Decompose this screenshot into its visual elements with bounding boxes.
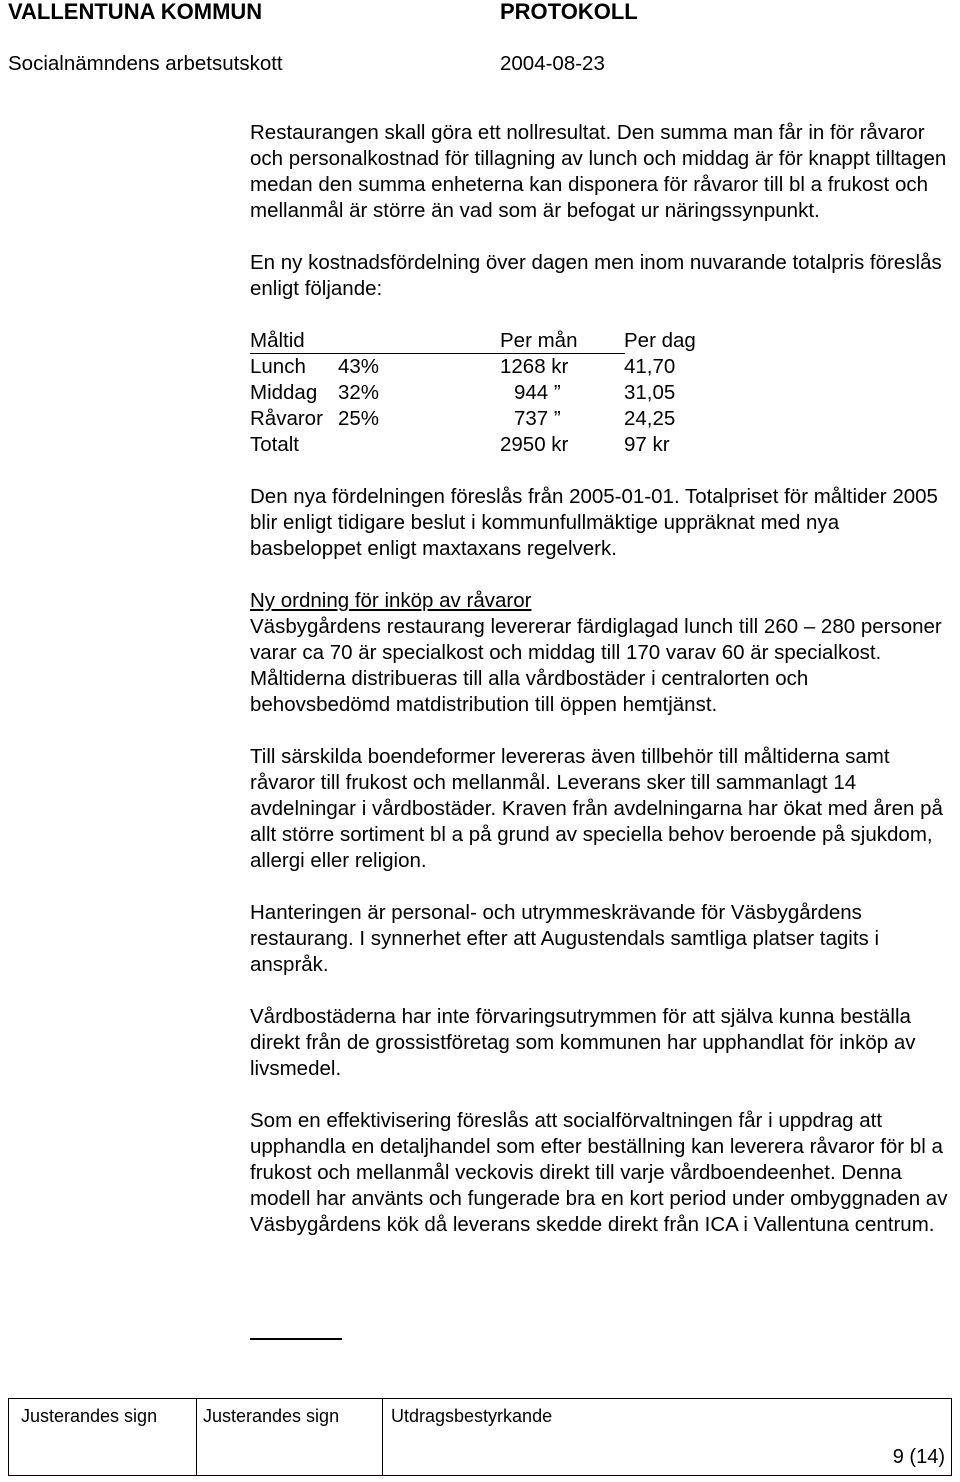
table-cell: 944 ” — [514, 381, 561, 404]
signature-label: Justerandes sign — [203, 1406, 340, 1426]
paragraph: Måltiderna distribueras till alla vårdbostäder i centralorten och behovsbedömd matdistribution till öppen hemtjänst. — [250, 667, 809, 716]
table-cell: Middag — [250, 381, 318, 404]
table-cell: 97 kr — [624, 433, 670, 456]
column-header: Per mån — [500, 329, 578, 352]
signature-cell — [9, 1399, 197, 1475]
table-row — [250, 354, 950, 380]
table-cell: 32% — [338, 381, 380, 404]
document-type: PROTOKOLL — [500, 0, 638, 24]
extract-cell — [383, 1399, 953, 1475]
table-cell: 43% — [338, 355, 380, 378]
committee-name: Socialnämndens arbetsutskott — [8, 52, 283, 75]
paragraph: Den nya fördelningen föreslås från 2005-01-01. Totalpriset för måltider 2005 blir enligt tidigare beslut i kommunfullmäktige uppräknat med nya basbeloppet enligt maxtaxans regelverk. — [250, 485, 938, 560]
table-row — [250, 380, 950, 406]
table-cell: 41,70 — [624, 355, 676, 378]
document-body — [250, 120, 950, 1238]
table-cell: 31,05 — [624, 381, 676, 404]
table-cell: 2950 kr — [500, 433, 569, 456]
signature-label: Justerandes sign — [21, 1406, 158, 1426]
paragraph: Som en effektivisering föreslås att socialförvaltningen får i uppdrag att upphandla en detaljhandel som efter beställning kan leverera råvaror för bl a frukost och mellanmål veckovis direkt till varje vårdboendeenhet. Denna modell har använts och fungerade bra en kort period under ombyggnaden av Väsbygårdens kök då leverans skedde direkt från ICA i Vallentuna centrum. — [250, 1109, 948, 1236]
paragraph: Restaurangen skall göra ett nollresultat. Den summa man får in för råvaror och personalkostnad för tillagning av lunch och middag är för knappt tilltagen medan den summa enheterna kan disponera för råvaror till bl a frukost och mellanmål är större än vad som är befogat ur näringssynpunkt. — [250, 121, 947, 222]
section-heading: Ny ordning för inköp av råvaror — [250, 589, 532, 612]
column-header: Per dag — [624, 329, 696, 352]
table-cell: Råvaror — [250, 407, 323, 430]
paragraph: Vårdbostäderna har inte förvaringsutrymmen för att själva kunna beställa direkt från de grossistföretag som kommunen har upphandlat för inköp av livsmedel. — [250, 1005, 916, 1080]
signature-cell — [197, 1399, 383, 1475]
cost-table — [250, 328, 950, 458]
extract-label: Utdragsbestyrkande — [391, 1406, 553, 1426]
table-cell: Lunch — [250, 355, 306, 378]
table-cell: 24,25 — [624, 407, 676, 430]
table-cell: 1268 kr — [500, 355, 569, 378]
table-cell: 25% — [338, 407, 380, 430]
paragraph: Väsbygårdens restaurang levererar färdiglagad lunch till 260 – 280 personer varar ca 70 är specialkost och middag till 170 varav 60 är specialkost. — [250, 615, 942, 664]
table-header-row — [250, 328, 950, 354]
paragraph: En ny kostnadsfördelning över dagen men inom nuvarande totalpris föreslås enligt följande: — [250, 251, 942, 300]
paragraph: Till särskilda boendeformer levereras även tillbehör till måltiderna samt råvaror till frukost och mellanmål. Leverans sker till sammanlagt 14 avdelningar i vårdbostäder. Kraven från avdelningarna har ökat med åren på allt större sortiment bl a på grund av speciella behov beroende på sjukdom, allergi eller religion. — [250, 745, 943, 872]
table-row — [250, 432, 950, 458]
signature-footer — [8, 1398, 952, 1476]
table-row — [250, 406, 950, 432]
end-divider — [250, 1338, 342, 1340]
table-cell: Totalt — [250, 433, 299, 456]
column-header: Måltid — [250, 329, 305, 352]
meeting-date: 2004-08-23 — [500, 52, 605, 75]
org-name: VALLENTUNA KOMMUN — [8, 0, 263, 24]
paragraph: Hanteringen är personal- och utrymmeskrävande för Väsbygårdens restaurang. I synnerhet efter att Augustendals samtliga platser tagits i anspråk. — [250, 901, 880, 976]
page-number: 9 (14) — [892, 1446, 945, 1468]
table-cell: 737 ” — [514, 407, 561, 430]
